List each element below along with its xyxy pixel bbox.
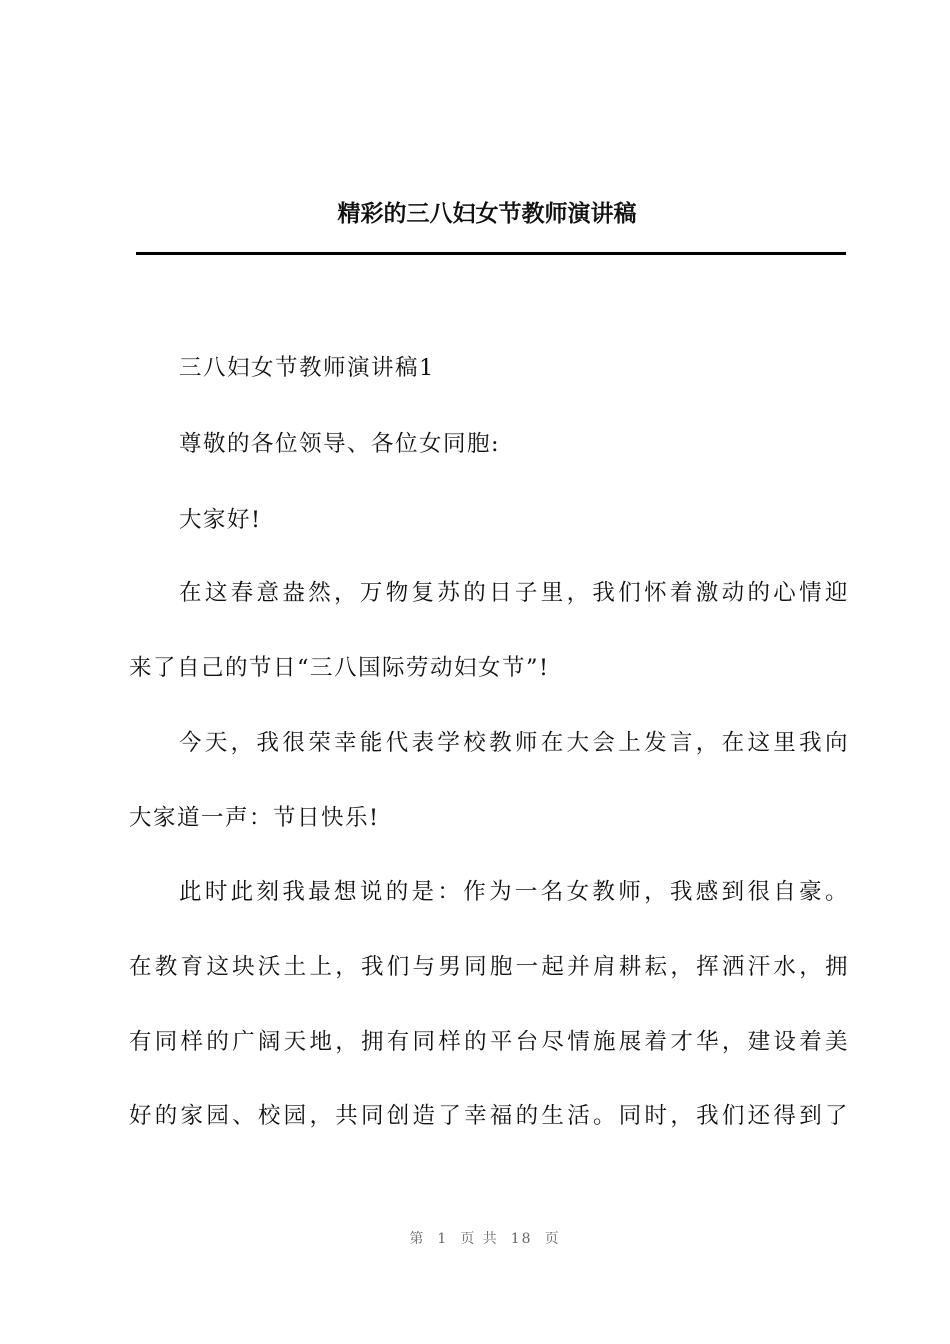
paragraph-line: 尊敬的各位领导、各位女同胞:	[179, 431, 501, 457]
paragraph-line: 有同样的广阔天地，拥有同样的平台尽情施展着才华，建设着美	[129, 1029, 849, 1055]
paragraph-line: 好的家园、校园，共同创造了幸福的生活。同时，我们还得到了	[129, 1103, 849, 1129]
paragraph-heading: 三八妇女节教师演讲稿1	[179, 355, 435, 381]
document-title: 精彩的三八妇女节教师演讲稿	[337, 201, 637, 227]
paragraph-line: 大家好!	[179, 507, 262, 533]
page-footer	[0, 1228, 950, 1248]
paragraph-line: 在教育这块沃土上，我们与男同胞一起并肩耕耘，挥洒汗水，拥	[129, 954, 849, 980]
paragraph-line: 此时此刻我最想说的是：作为一名女教师，我感到很自豪。	[179, 879, 849, 905]
paragraph-line: 在这春意盎然，万物复苏的日子里，我们怀着激动的心情迎	[179, 580, 849, 606]
footer-total-pages: 18	[510, 1231, 533, 1247]
paragraph-line: 大家道一声：节日快乐!	[129, 805, 380, 831]
footer-page-number: 1	[437, 1231, 449, 1247]
paragraph-line: 来了自己的节日“三八国际劳动妇女节”!	[129, 655, 550, 681]
footer-label-page: 第	[409, 1231, 426, 1247]
footer-label-of: 页 共	[460, 1231, 499, 1247]
paragraph-line: 今天，我很荣幸能代表学校教师在大会上发言，在这里我向	[179, 730, 849, 756]
title-underline	[136, 252, 846, 255]
footer-label-pages: 页	[544, 1231, 561, 1247]
